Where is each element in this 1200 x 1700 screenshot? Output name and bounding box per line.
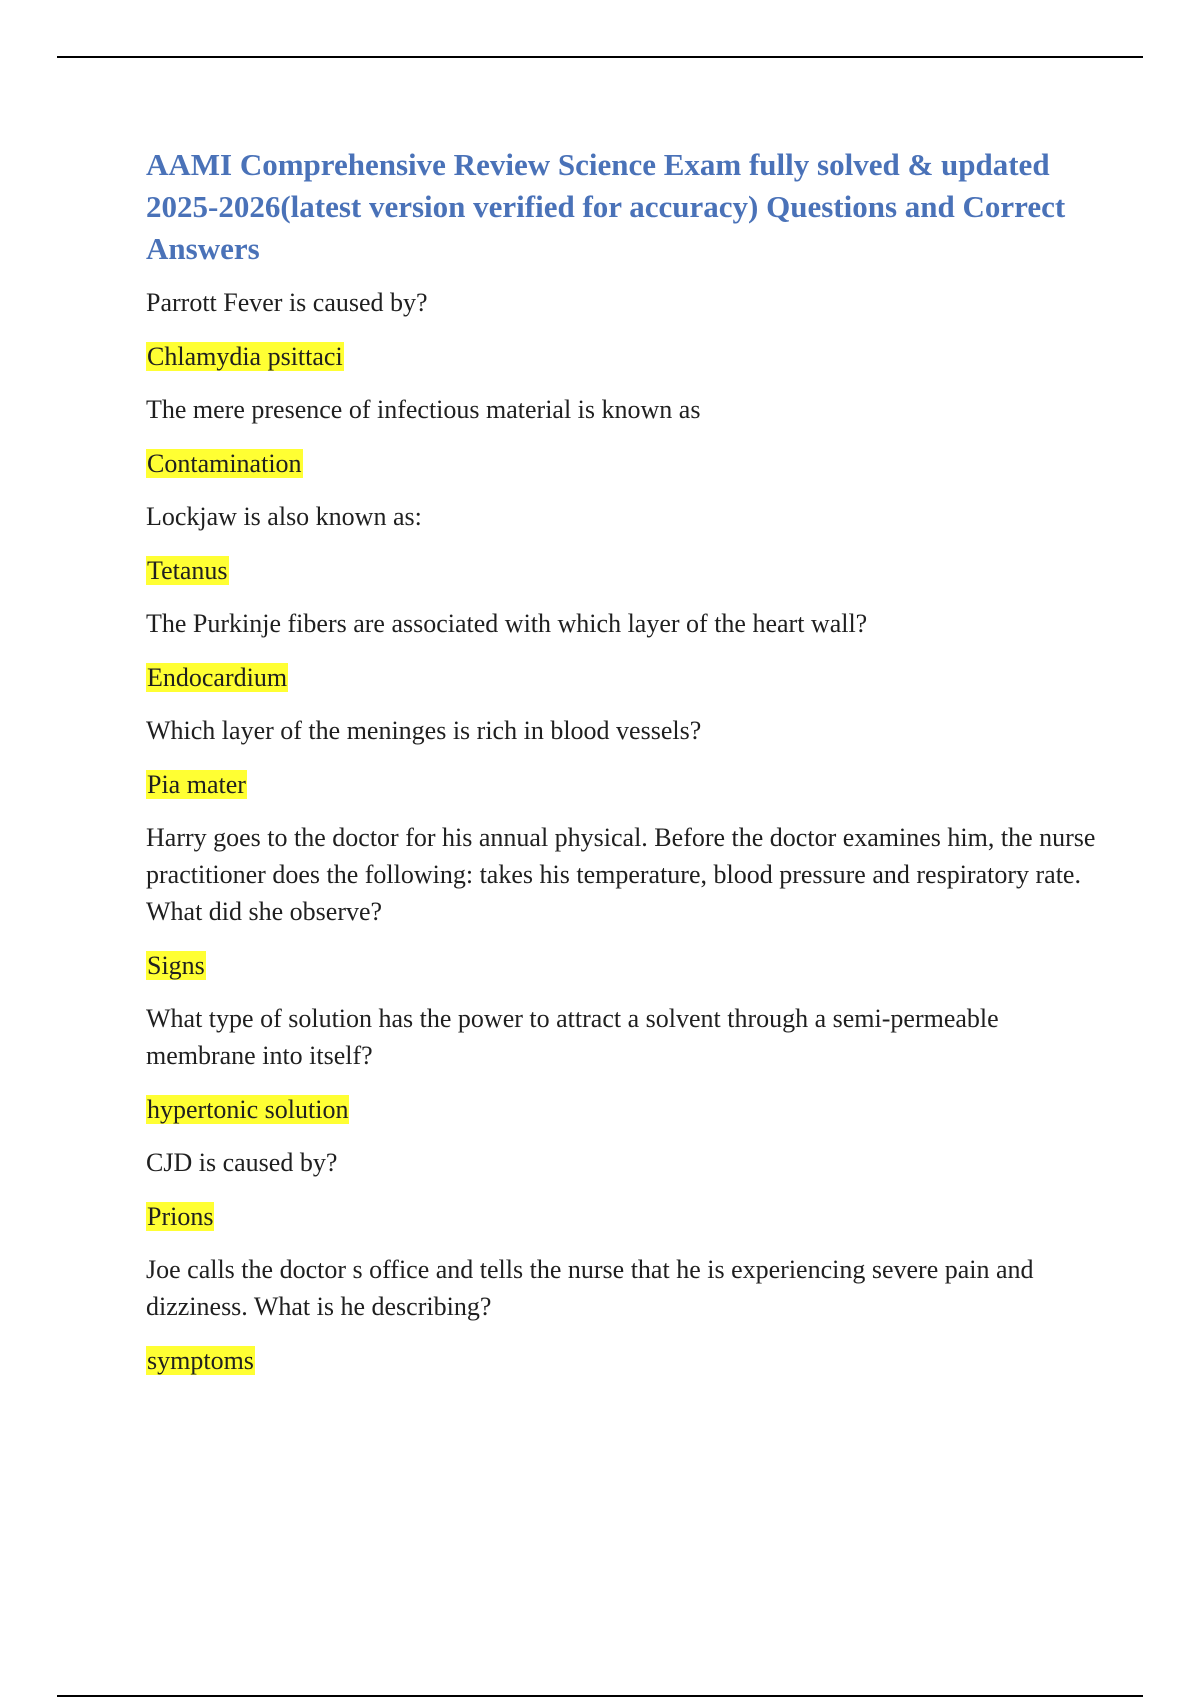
document-body — [146, 144, 1096, 1395]
qa-item — [146, 498, 1096, 589]
answer-text: hypertonic solution — [147, 1095, 349, 1124]
answer-text: Contamination — [147, 449, 302, 478]
qa-item — [146, 819, 1096, 984]
answer-text: symptoms — [147, 1346, 254, 1375]
qa-item — [146, 1000, 1096, 1128]
qa-item — [146, 712, 1096, 803]
question-text: The mere presence of infectious material is known as — [146, 395, 701, 424]
top-divider — [57, 56, 1143, 58]
answer-text: Prions — [147, 1202, 214, 1231]
qa-item — [146, 1251, 1096, 1379]
qa-item — [146, 605, 1096, 696]
bottom-divider — [57, 1695, 1143, 1697]
question-text: CJD is caused by? — [146, 1148, 338, 1177]
qa-item — [146, 284, 1096, 375]
question-text: Which layer of the meninges is rich in blood vessels? — [146, 716, 702, 745]
qa-item — [146, 1144, 1096, 1235]
question-text: The Purkinje fibers are associated with which layer of the heart wall? — [146, 609, 868, 638]
question-text: Harry goes to the doctor for his annual physical. Before the doctor examines him, the nurse practitioner does the following: takes his temperature, blood pressure and respiratory rate. What did she observe? — [146, 823, 1096, 926]
question-text: Lockjaw is also known as: — [146, 502, 422, 531]
answer-text: Tetanus — [147, 556, 228, 585]
answer-text: Chlamydia psittaci — [147, 342, 343, 371]
answer-text: Signs — [147, 951, 205, 980]
question-text: Joe calls the doctor s office and tells the nurse that he is experiencing severe pain and dizziness. What is he describing? — [146, 1255, 1034, 1321]
qa-item — [146, 391, 1096, 482]
question-text: Parrott Fever is caused by? — [146, 288, 428, 317]
question-text: What type of solution has the power to attract a solvent through a semi-permeable membrane into itself? — [146, 1004, 999, 1070]
document-title: AAMI Comprehensive Review Science Exam fully solved & updated 2025-2026(latest version verified for accuracy) Questions and Correct Answers — [146, 147, 1066, 266]
answer-text: Pia mater — [147, 770, 246, 799]
answer-text: Endocardium — [147, 663, 288, 692]
